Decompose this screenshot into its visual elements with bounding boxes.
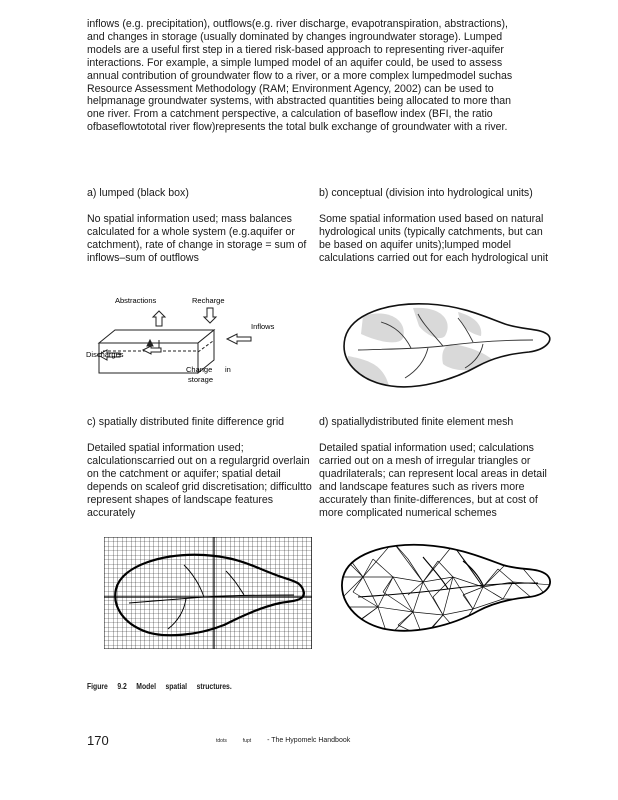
figure-caption: Figure 9.2 Model spatial structures. xyxy=(87,682,232,691)
panel-c-text: Detailed spatial information used; calculationscarried out on a regulargrid overlain on the catchment or aquifer; spatial detail depends on scaleof grid discretisation; difficultto represent shapes of landscape features accurately xyxy=(87,442,312,519)
inflows-label: Inflows xyxy=(251,322,275,331)
recharge-label: Recharge xyxy=(192,296,225,305)
conceptual-catchment-diagram xyxy=(333,294,558,394)
change-label: Change xyxy=(186,365,213,374)
running-header xyxy=(216,737,350,744)
panel-a-text: No spatial information used; mass balances calculated for a whole system (e.g.aquifer or catchment), rate of change in storage = sum of inflows–sum of outflows xyxy=(87,213,307,264)
panel-a-label: a) lumped (black box) xyxy=(87,187,189,199)
panel-d-text: Detailed spatial information used; calculations carried out on a mesh of irregular triangles or quadrilaterals; can represent local areas in detail and landscape features such as rivers more accurately than finite-differences, but at cost of more complicated numerical schemes xyxy=(319,442,547,519)
in-label: in xyxy=(225,365,231,374)
abstraction-arrow xyxy=(153,311,165,326)
running-fragment-b: fupt xyxy=(242,738,252,744)
discharges-label: Discharges xyxy=(86,350,124,359)
panel-b-text: Some spatial information used based on natural hydrological units (typically catchments, but can be based on aquifer units);lumped model calculations carried out for each hydrological unit xyxy=(319,213,549,264)
lumped-box-diagram xyxy=(85,294,290,386)
panel-b-label: b) conceptual (division into hydrological units) xyxy=(319,187,533,199)
panel-d-label: d) spatiallydistributed finite element mesh xyxy=(319,416,514,428)
abstractions-label: Abstractions xyxy=(115,296,157,305)
running-title: - The Hypomelc Handbook xyxy=(267,737,351,744)
recharge-arrow xyxy=(204,308,216,323)
finite-element-mesh-diagram xyxy=(333,537,558,640)
intro-paragraph: inflows (e.g. precipitation), outflows(e.g. river discharge, evapotranspiration, abstractions), and changes in storage (usually dominated by changes ingroundwater storage). Lumped models are a useful first step in a tiered risk-based approach to representing river-aquifer interactions. For example, a simple lumped model of an aquifer could, be used to assess annual contribution of groundwater flow to a river, or a more complex lumpedmodel suchas Resource Assessment Methodology (RAM; Environment Agency, 2002) can be used to helpmanage groundwater systems, with abstracted quantities being allocated to more than one river. From a catchment perspective, a calculation of baseflow index (BFI, the ratio ofbaseflowtototal river flow)represents the total bulk exchange of groundwater with a river. xyxy=(87,18,513,134)
page-number: 170 xyxy=(87,733,109,748)
panel-c-label: c) spatially distributed finite difference grid xyxy=(87,416,285,428)
running-fragment-a: tdots xyxy=(216,738,227,744)
finite-difference-grid-diagram xyxy=(104,537,312,649)
inflow-arrow xyxy=(227,334,251,344)
storage-label: storage xyxy=(188,375,214,384)
